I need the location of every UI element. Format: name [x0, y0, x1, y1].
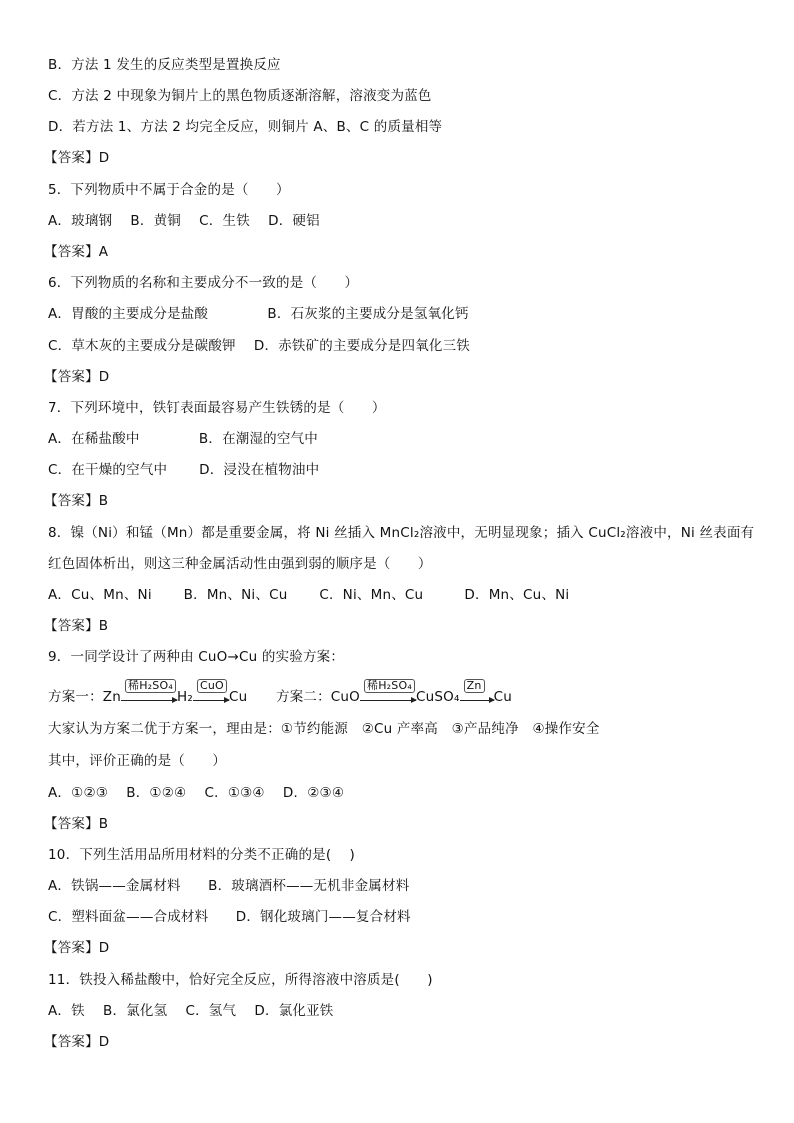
question-6: 6．下列物质的名称和主要成分不一致的是（ ）	[48, 275, 359, 291]
question-10: 10．下列生活用品所用材料的分类不正确的是( )	[48, 847, 356, 863]
scheme-one-product: Cu	[228, 689, 248, 705]
arrow-condition: CuO	[197, 679, 227, 693]
question-10-options-cd: C．塑料面盆——合成材料 D．钢化玻璃门——复合材料	[48, 909, 411, 925]
question-11: 11．铁投入稀盐酸中，恰好完全反应，所得溶液中溶质是( )	[48, 972, 433, 988]
question-11-options: A．铁 B．氯化氢 C．氢气 D．氯化亚铁	[48, 1003, 334, 1019]
scheme-two-product: Cu	[493, 689, 512, 705]
arrow-condition: 稀H₂SO₄	[125, 679, 176, 693]
reaction-arrow	[193, 679, 229, 706]
answer-8: 【答案】B	[44, 618, 109, 634]
answer-10: 【答案】D	[44, 940, 110, 956]
option-c-line: C．方法 2 中现象为铜片上的黑色物质逐渐溶解，溶液变为蓝色	[48, 88, 432, 104]
option-d-line: D．若方法 1、方法 2 均完全反应，则铜片 A、B、C 的质量相等	[48, 119, 443, 135]
question-8-options: A．Cu、Mn、Ni B．Mn、Ni、Cu C．Ni、Mn、Cu D．Mn、Cu、Ni	[48, 587, 570, 603]
question-8-cont: 红色固体析出，则这三种金属活动性由强到弱的顺序是（ ）	[48, 556, 432, 572]
question-7: 7．下列环境中，铁钉表面最容易产生铁锈的是（ ）	[48, 400, 386, 416]
arrow-condition: 稀H₂SO₄	[364, 679, 415, 693]
question-5-options: A．玻璃钢 B．黄铜 C．生铁 D．硬铝	[48, 213, 320, 229]
option-b-line: B．方法 1 发生的反应类型是置换反应	[48, 57, 281, 73]
scheme-two-label: 方案二：CuO	[276, 689, 361, 705]
answer-7: 【答案】B	[44, 493, 109, 509]
question-7-options-cd: C．在干燥的空气中 D．浸没在植物油中	[48, 462, 320, 478]
scheme-one-intermediate: H₂	[177, 689, 193, 705]
question-9-reasons: 大家认为方案二优于方案一，理由是：①节约能源 ②Cu 产率高 ③产品纯净 ④操作安全	[48, 721, 600, 737]
question-7-options-ab: A．在稀盐酸中 B．在潮湿的空气中	[48, 431, 318, 447]
reaction-arrow	[121, 679, 177, 706]
reaction-arrow	[460, 679, 494, 706]
scheme-two	[276, 679, 512, 706]
reaction-arrow	[360, 679, 416, 706]
question-10-options-ab: A．铁锅——金属材料 B．玻璃酒杯——无机非金属材料	[48, 878, 410, 894]
answer-11: 【答案】D	[44, 1034, 110, 1050]
scheme-one-label: 方案一：Zn	[48, 689, 122, 705]
question-8: 8．镍（Ni）和锰（Mn）都是重要金属，将 Ni 丝插入 MnCl₂溶液中，无明显现象；插入 CuCl₂溶液中，Ni 丝表面有	[48, 525, 755, 541]
question-5: 5．下列物质中不属于合金的是（ ）	[48, 182, 290, 198]
answer-9: 【答案】B	[44, 816, 109, 832]
question-6-options-cd: C．草木灰的主要成分是碳酸钾 D．赤铁矿的主要成分是四氧化三铁	[48, 338, 471, 354]
question-9-options: A．①②③ B．①②④ C．①③④ D．②③④	[48, 785, 345, 801]
arrow-condition: Zn	[464, 679, 485, 693]
scheme-one	[48, 679, 248, 706]
question-6-options-ab: A．胃酸的主要成分是盐酸 B．石灰浆的主要成分是氢氧化钙	[48, 306, 469, 322]
question-9: 9．一同学设计了两种由 CuO→Cu 的实验方案：	[48, 649, 345, 665]
scheme-two-intermediate: CuSO₄	[416, 689, 460, 705]
question-9-prompt: 其中，评价正确的是（ ）	[48, 753, 227, 769]
answer-6: 【答案】D	[44, 369, 110, 385]
answer-line: 【答案】D	[44, 150, 110, 166]
answer-5: 【答案】A	[44, 244, 109, 260]
